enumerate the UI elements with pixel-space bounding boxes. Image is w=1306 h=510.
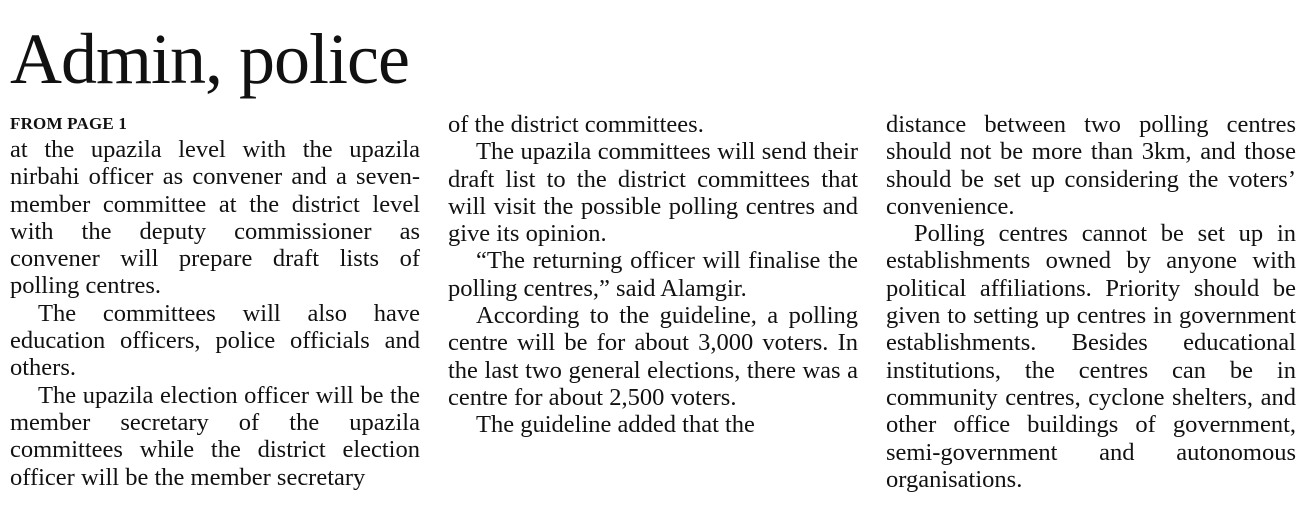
headline: Admin, police	[10, 19, 409, 99]
paragraph: The upazila committees will send their draft list to the district committees that will visit the possible polling centres and give its opinion.	[448, 138, 858, 248]
article-column-3	[886, 110, 1296, 493]
article-column-2	[448, 110, 858, 439]
paragraph: The guideline added that the	[476, 411, 755, 439]
paragraph: “The returning officer will finalise the polling centres,” said Alamgir.	[448, 247, 858, 302]
paragraph: at the upazila level with the upazila nirbahi officer as convener and a seven-member committee at the district level with the deputy commissioner as convener will prepare draft lists of polling centres.	[10, 136, 420, 300]
article-column-1	[10, 110, 420, 491]
paragraph: of the district committees.	[448, 111, 704, 138]
paragraph: Polling centres cannot be set up in establishments owned by anyone with political affiliations. Priority should be given to setting up centres in government establishments. Besides educational institutions, the centres can be in community centres, cyclone shelters, and other office buildings of government, semi-government and autonomous organisations.	[886, 220, 1296, 493]
paragraph: distance between two polling centres should not be more than 3km, and those should be set up considering the voters’ convenience.	[886, 111, 1296, 220]
paragraph: The committees will also have education officers, police officials and others.	[10, 299, 420, 382]
paragraph: According to the guideline, a polling centre will be for about 3,000 voters. In the last two general elections, there was a centre for about 2,500 voters.	[448, 302, 858, 411]
kicker-from-page: FROM PAGE 1	[10, 114, 128, 133]
paragraph: The upazila election officer will be the member secretary of the upazila committees while the district election officer will be the member secretary	[10, 381, 420, 491]
